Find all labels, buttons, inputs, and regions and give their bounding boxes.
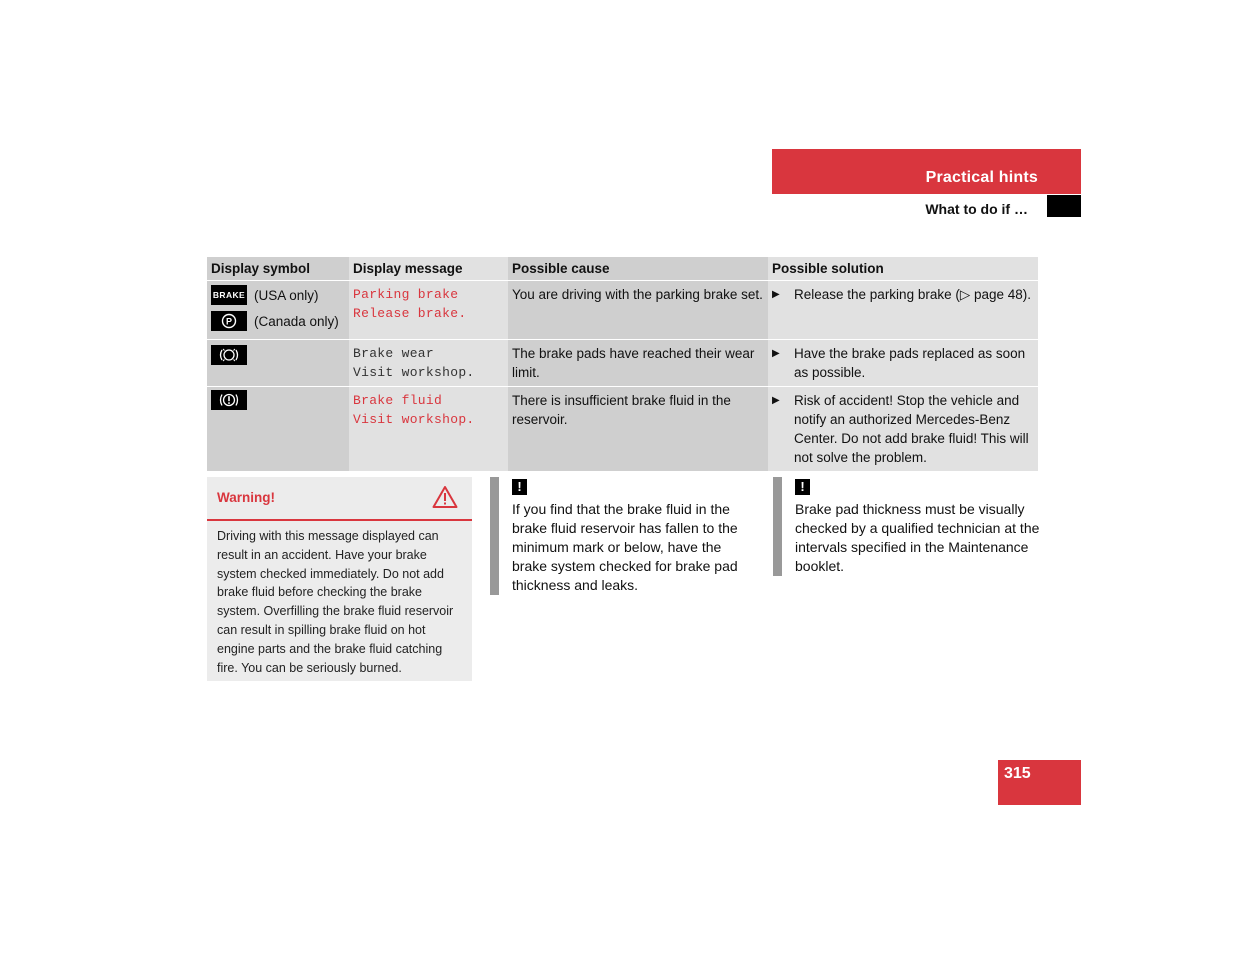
message-cell — [349, 387, 508, 472]
brake-wear-icon — [211, 345, 247, 365]
subsection-title: What to do if … — [925, 201, 1028, 217]
bullet-arrow-icon: ▶ — [772, 395, 780, 406]
message-line: Brake wear — [353, 346, 435, 361]
table-row — [207, 340, 1038, 387]
page-number: 315 — [1004, 765, 1031, 782]
message-cell — [349, 281, 508, 340]
header-tab-marker — [1047, 195, 1081, 217]
symbol-cell — [207, 387, 349, 472]
solution-text: Release the parking brake (▷ page 48). — [794, 287, 1032, 302]
note-text: If you find that the brake fluid in the brake fluid reservoir has fallen to the minimum mark or below, have the brake system checked for brake pad thickness and leaks. — [512, 501, 738, 593]
warning-title: Warning! — [217, 490, 275, 505]
note-text: Brake pad thickness must be visually checked by a qualified technician at the intervals specified in the Maintenance booklet. — [795, 501, 1040, 574]
brake-fluid-warning-icon — [211, 390, 247, 410]
bullet-arrow-icon: ▶ — [772, 289, 780, 300]
bullet-arrow-icon: ▶ — [772, 348, 780, 359]
cause-cell: You are driving with the parking brake set. — [508, 281, 768, 340]
header-possible-solution: Possible solution — [768, 257, 1038, 281]
table-row — [207, 387, 1038, 472]
parking-brake-p-icon — [211, 311, 247, 331]
message-cell — [349, 340, 508, 387]
exclamation-icon: ! — [795, 479, 810, 495]
message-line: Brake fluid — [353, 393, 443, 408]
table-header-row — [207, 257, 1038, 281]
message-line: Release brake. — [353, 306, 467, 321]
message-line: Visit workshop. — [353, 365, 475, 380]
solution-cell — [768, 340, 1038, 387]
section-header — [772, 149, 1081, 194]
warning-header — [207, 477, 472, 521]
solution-cell — [768, 387, 1038, 472]
page-number-box — [998, 760, 1081, 805]
symbol-label: (USA only) — [254, 287, 319, 303]
note-brake-fluid — [490, 477, 752, 595]
section-title: Practical hints — [925, 169, 1038, 186]
symbol-cell — [207, 340, 349, 387]
cause-cell: The brake pads have reached their wear limit. — [508, 340, 768, 387]
table-row — [207, 281, 1038, 340]
brake-text-icon: BRAKE — [211, 285, 247, 305]
header-display-message: Display message — [349, 257, 508, 281]
warning-triangle-icon — [432, 485, 458, 514]
note-brake-pad — [773, 477, 1041, 576]
solution-text: Risk of accident! Stop the vehicle and notify an authorized Mercedes-Benz Center. Do not add brake fluid! This will not solve the problem. — [794, 393, 1029, 465]
warning-text: Driving with this message displayed can result in an accident. Have your brake system checked immediately. Do not add brake fluid before checking the brake system. Overfilling the brake fluid reservoir can result in spilling brake fluid on hot engine parts and the brake fluid catching fire. You can be seriously burned. — [217, 529, 454, 675]
brake-messages-table — [207, 257, 1038, 472]
message-line: Visit workshop. — [353, 412, 475, 427]
solution-cell — [768, 281, 1038, 340]
header-display-symbol: Display symbol — [207, 257, 349, 281]
cause-cell: There is insufficient brake fluid in the reservoir. — [508, 387, 768, 472]
header-possible-cause: Possible cause — [508, 257, 768, 281]
message-line: Parking brake — [353, 287, 459, 302]
symbol-cell — [207, 281, 349, 340]
exclamation-icon: ! — [512, 479, 527, 495]
solution-text: Have the brake pads replaced as soon as possible. — [794, 346, 1026, 380]
symbol-label: (Canada only) — [254, 313, 339, 329]
warning-box — [207, 477, 472, 681]
svg-text:P: P — [225, 316, 233, 327]
